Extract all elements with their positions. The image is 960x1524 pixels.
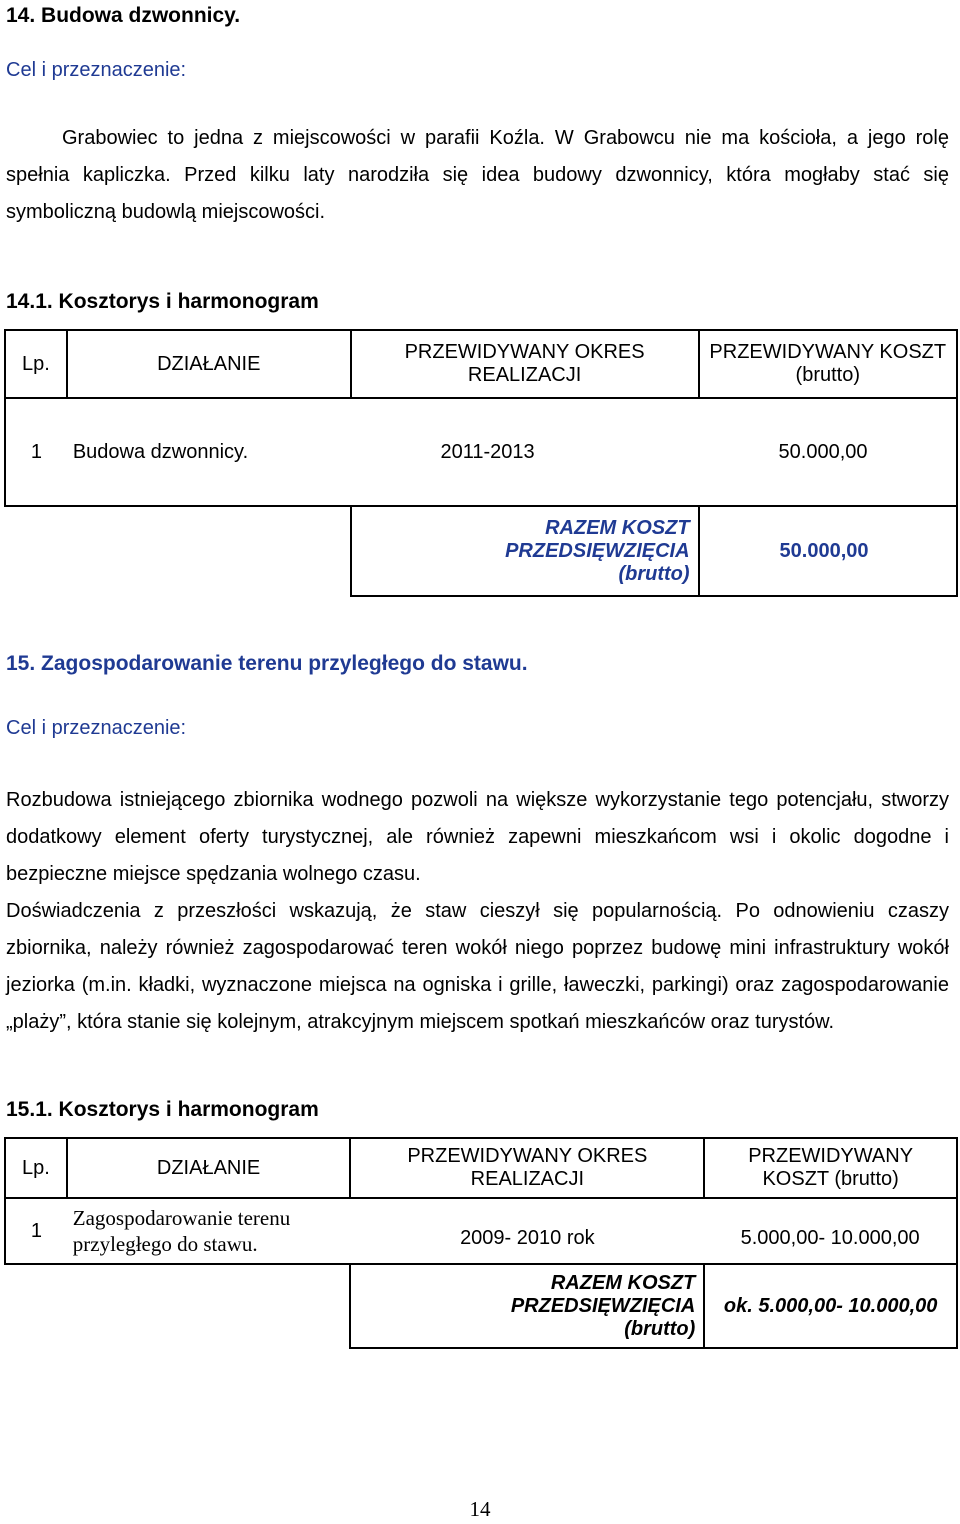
header-cost: PRZEWIDYWANY KOSZT (brutto) [699, 330, 957, 398]
section-14-subtitle: 14.1. Kosztorys i harmonogram [6, 290, 319, 313]
section-14-cost-table [4, 329, 958, 597]
cell-action: Budowa dzwonnicy. [67, 398, 351, 506]
cell-period: 2011-2013 [351, 398, 699, 506]
table-header-row [5, 330, 957, 398]
header-period: PRZEWIDYWANY OKRES REALIZACJI [350, 1138, 704, 1198]
section-14-purpose-label: Cel i przeznaczenie: [6, 59, 187, 81]
table-header-row [5, 1138, 957, 1198]
section-14-paragraph [6, 120, 949, 231]
empty-cell [5, 1264, 67, 1348]
section-15-paragraph-1: Rozbudowa istniejącego zbiornika wodnego pozwoli na większe wykorzystanie tego potencjału, stworzy dodatkowy element oferty turystycznej, ale również zapewni mieszkańcom wsi i okolic dogodne i bezpieczne miejsce spędzania wolnego czasu. [6, 789, 949, 885]
section-15-subtitle: 15.1. Kosztorys i harmonogram [6, 1098, 319, 1121]
header-action: DZIAŁANIE [67, 330, 351, 398]
cell-lp: 1 [5, 1198, 67, 1264]
total-label: RAZEM KOSZT PRZEDSIĘWZIĘCIA (brutto) [350, 1264, 704, 1348]
cell-action: Zagospodarowanie terenu przyległego do stawu. [67, 1198, 351, 1264]
paragraph-line: spełnia kapliczka. Przed kilku laty narodziła się idea budowy dzwonnicy, która mogłaby stać się [6, 164, 949, 186]
table-total-row [5, 506, 957, 596]
empty-cell [67, 506, 351, 596]
table-total-row [5, 1264, 957, 1348]
total-value: 50.000,00 [699, 506, 957, 596]
page-number: 14 [469, 1497, 491, 1521]
total-label: RAZEM KOSZT PRZEDSIĘWZIĘCIA (brutto) [351, 506, 699, 596]
cell-lp: 1 [5, 398, 67, 506]
total-value: ok. 5.000,00- 10.000,00 [704, 1264, 957, 1348]
paragraph-line: symboliczną budowlą miejscowości. [6, 201, 326, 223]
paragraph-line: Grabowiec to jedna z miejscowości w parafii Koźla. W Grabowcu nie ma kościoła, a jego rolę [62, 127, 949, 149]
section-15-paragraph-2: Doświadczenia z przeszłości wskazują, że staw cieszył się popularnością. Po odnowieniu czaszy zbiornika, należy również zagospodarować teren wokół niego poprzez budowę mini infrastruktury wokół jeziorka (m.in. kładki, wyznaczone miejsca na ogniska i grille, ławeczki, parkingi) oraz zagospodarowanie „plaży”, która stanie się kolejnym, atrakcyjnym miejscem spotkań mieszkańców oraz turystów. [6, 900, 949, 1033]
section-14-title: 14. Budowa dzwonnicy. [6, 4, 241, 27]
header-lp: Lp. [5, 1138, 67, 1198]
header-cost: PRZEWIDYWANY KOSZT (brutto) [704, 1138, 957, 1198]
header-action: DZIAŁANIE [67, 1138, 351, 1198]
section-15-title: 15. Zagospodarowanie terenu przyległego do stawu. [6, 652, 528, 675]
section-15-purpose-label: Cel i przeznaczenie: [6, 717, 187, 739]
table-row [5, 1198, 957, 1264]
header-lp: Lp. [5, 330, 67, 398]
table-row [5, 398, 957, 506]
empty-cell [5, 506, 67, 596]
cell-period: 2009- 2010 rok [350, 1198, 704, 1264]
section-15-cost-table [4, 1137, 958, 1349]
header-period: PRZEWIDYWANY OKRES REALIZACJI [351, 330, 699, 398]
cell-cost: 50.000,00 [699, 398, 957, 506]
cell-cost: 5.000,00- 10.000,00 [704, 1198, 957, 1264]
empty-cell [67, 1264, 351, 1348]
